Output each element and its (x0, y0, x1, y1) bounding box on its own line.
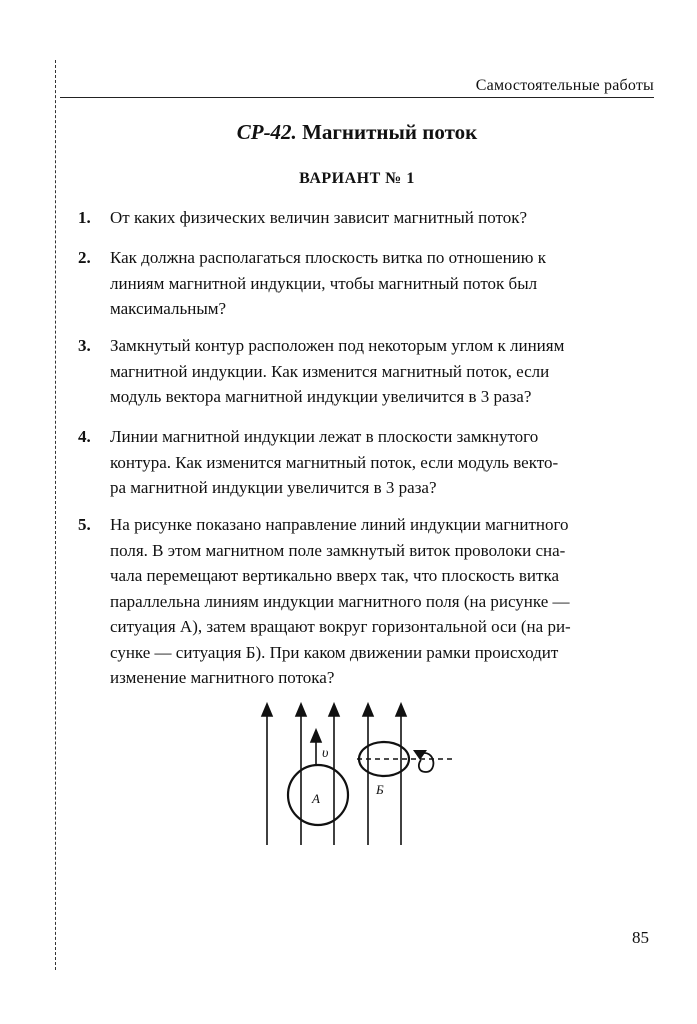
question-1 (78, 205, 644, 231)
loop-b-label: Б (376, 782, 384, 797)
running-header: Самостоятельные работы (475, 77, 654, 94)
velocity-arrow (311, 730, 321, 766)
loop-a-label: А (312, 791, 320, 806)
question-line: поля. В этом магнитном поле замкнутый виток проволоки сна- (110, 540, 566, 560)
header-rule (60, 97, 654, 98)
question-text (110, 245, 644, 322)
question-line: На рисунке показано направление линий индукции магнитного (110, 515, 569, 534)
question-5 (78, 512, 644, 691)
question-text (110, 512, 644, 691)
question-line: ра магнитной индукции увеличится в 3 раза? (110, 478, 437, 497)
question-line: максимальным? (110, 299, 227, 318)
question-2 (78, 245, 644, 322)
question-line: чала перемещают вертикально вверх так, что плоскость витка (110, 566, 560, 585)
question-line: линиям магнитной индукции, чтобы магнитный поток был (110, 273, 538, 293)
title-text: Магнитный поток (302, 120, 478, 144)
question-line: изменение магнитного потока? (110, 668, 335, 687)
figure-svg (255, 700, 465, 848)
variant-heading: ВАРИАНТ № 1 (299, 170, 415, 187)
field-line-1 (262, 704, 272, 845)
question-4 (78, 424, 644, 501)
velocity-label: υ (322, 746, 329, 761)
field-line-3 (329, 704, 339, 845)
rotation-indicator-icon (413, 750, 433, 772)
question-number: 5. (78, 515, 91, 534)
question-text (110, 333, 644, 410)
question-3 (78, 333, 644, 410)
question-line: Как должна располагаться плоскость витка по отношению к (110, 248, 546, 267)
question-text (110, 205, 644, 231)
question-number: 4. (78, 427, 91, 446)
question-number: 2. (78, 248, 91, 267)
question-line: Замкнутый контур расположен под некоторым углом к линиям (110, 336, 565, 355)
question-line: модуль вектора магнитной индукции увеличится в 3 раза? (110, 387, 532, 406)
title-code: СР-42. (236, 120, 297, 144)
question-line: контура. Как изменится магнитный поток, если модуль векто- (110, 452, 559, 472)
question-line: ситуация А), затем вращают вокруг горизонтальной оси (на ри- (110, 617, 571, 636)
page-number: 85 (632, 928, 649, 947)
question-line: От каких физических величин зависит магнитный поток? (110, 208, 527, 227)
question-line: сунке — ситуация Б). При каком движении рамки происходит (110, 642, 559, 662)
question-number: 1. (78, 208, 91, 227)
question-line: параллельна линиям индукции магнитного поля (на рисунке — (110, 591, 570, 611)
question-line: Линии магнитной индукции лежат в плоскости замкнутого (110, 427, 539, 446)
question-line: магнитной индукции. Как изменится магнитный поток, если (110, 361, 550, 381)
magnetic-field-figure (255, 700, 465, 848)
binding-margin-line (55, 60, 56, 970)
page-title (60, 120, 654, 145)
question-number: 3. (78, 336, 91, 355)
question-text (110, 424, 644, 501)
